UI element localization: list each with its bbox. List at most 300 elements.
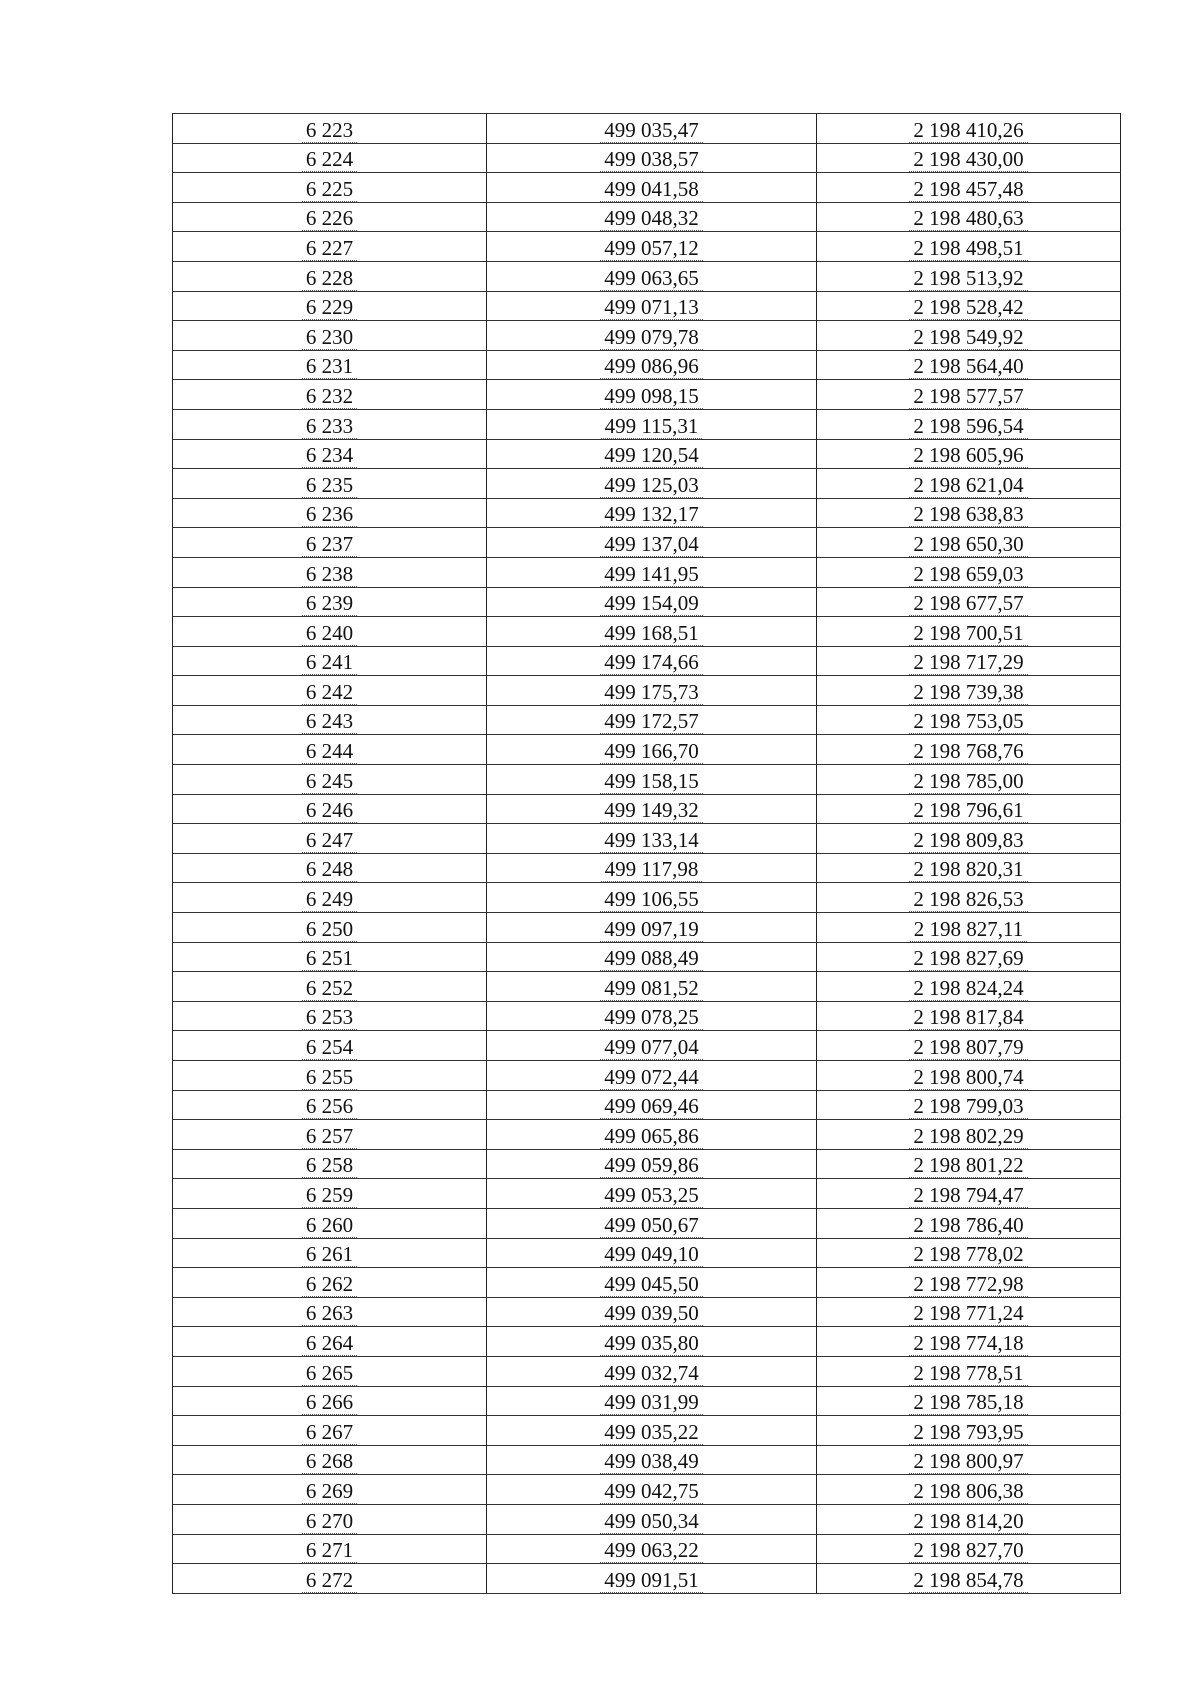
cell-text: 499 079,78 bbox=[600, 325, 703, 350]
table-row bbox=[173, 232, 1121, 262]
y-coordinate-cell bbox=[817, 1001, 1121, 1031]
x-coordinate-cell bbox=[487, 1327, 817, 1357]
table-row bbox=[173, 439, 1121, 469]
y-coordinate-cell bbox=[817, 1179, 1121, 1209]
table-row bbox=[173, 202, 1121, 232]
x-coordinate-cell bbox=[487, 1504, 817, 1534]
y-coordinate-cell bbox=[817, 883, 1121, 913]
y-coordinate-cell bbox=[817, 1356, 1121, 1386]
x-coordinate-cell bbox=[487, 232, 817, 262]
x-coordinate-cell bbox=[487, 646, 817, 676]
table-row bbox=[173, 1534, 1121, 1564]
cell-text: 499 071,13 bbox=[600, 295, 703, 320]
cell-text: 2 198 785,00 bbox=[909, 769, 1027, 794]
cell-text: 6 252 bbox=[302, 976, 357, 1001]
y-coordinate-cell bbox=[817, 1149, 1121, 1179]
y-coordinate-cell bbox=[817, 1061, 1121, 1091]
table-row bbox=[173, 1564, 1121, 1594]
x-coordinate-cell bbox=[487, 1564, 817, 1594]
point-number-cell bbox=[173, 439, 487, 469]
cell-text: 2 198 528,42 bbox=[909, 295, 1027, 320]
table-row bbox=[173, 380, 1121, 410]
cell-text: 6 240 bbox=[302, 621, 357, 646]
cell-text: 499 149,32 bbox=[600, 798, 703, 823]
coordinate-table bbox=[172, 113, 1121, 1594]
cell-text: 6 261 bbox=[302, 1242, 357, 1267]
table-row bbox=[173, 883, 1121, 913]
point-number-cell bbox=[173, 1504, 487, 1534]
cell-text: 2 198 677,57 bbox=[909, 591, 1027, 616]
cell-text: 6 224 bbox=[302, 147, 357, 172]
table-row bbox=[173, 676, 1121, 706]
cell-text: 499 038,49 bbox=[600, 1449, 703, 1474]
table-row bbox=[173, 1356, 1121, 1386]
cell-text: 2 198 793,95 bbox=[909, 1420, 1027, 1445]
point-number-cell bbox=[173, 1445, 487, 1475]
cell-text: 2 198 807,79 bbox=[909, 1035, 1027, 1060]
cell-text: 2 198 430,00 bbox=[909, 147, 1027, 172]
x-coordinate-cell bbox=[487, 321, 817, 351]
y-coordinate-cell bbox=[817, 439, 1121, 469]
y-coordinate-cell bbox=[817, 173, 1121, 203]
cell-text: 6 231 bbox=[302, 354, 357, 379]
y-coordinate-cell bbox=[817, 1208, 1121, 1238]
cell-text: 2 198 778,51 bbox=[909, 1361, 1027, 1386]
cell-text: 499 158,15 bbox=[600, 769, 703, 794]
cell-text: 6 246 bbox=[302, 798, 357, 823]
point-number-cell bbox=[173, 1534, 487, 1564]
cell-text: 6 269 bbox=[302, 1479, 357, 1504]
y-coordinate-cell bbox=[817, 942, 1121, 972]
cell-text: 2 198 801,22 bbox=[909, 1153, 1027, 1178]
x-coordinate-cell bbox=[487, 261, 817, 291]
cell-text: 6 250 bbox=[302, 917, 357, 942]
y-coordinate-cell bbox=[817, 1445, 1121, 1475]
point-number-cell bbox=[173, 1416, 487, 1446]
x-coordinate-cell bbox=[487, 114, 817, 144]
cell-text: 499 041,58 bbox=[600, 177, 703, 202]
point-number-cell bbox=[173, 913, 487, 943]
x-coordinate-cell bbox=[487, 587, 817, 617]
cell-text: 2 198 824,24 bbox=[909, 976, 1027, 1001]
x-coordinate-cell bbox=[487, 972, 817, 1002]
y-coordinate-cell bbox=[817, 587, 1121, 617]
table-row bbox=[173, 824, 1121, 854]
cell-text: 6 270 bbox=[302, 1509, 357, 1534]
cell-text: 499 154,09 bbox=[600, 591, 703, 616]
table-row bbox=[173, 321, 1121, 351]
point-number-cell bbox=[173, 321, 487, 351]
cell-text: 2 198 827,11 bbox=[910, 917, 1027, 942]
x-coordinate-cell bbox=[487, 794, 817, 824]
cell-text: 2 198 605,96 bbox=[909, 443, 1027, 468]
cell-text: 6 265 bbox=[302, 1361, 357, 1386]
table-row bbox=[173, 1445, 1121, 1475]
cell-text: 6 239 bbox=[302, 591, 357, 616]
cell-text: 6 234 bbox=[302, 443, 357, 468]
cell-text: 6 241 bbox=[302, 650, 357, 675]
cell-text: 6 228 bbox=[302, 266, 357, 291]
cell-text: 499 086,96 bbox=[600, 354, 703, 379]
cell-text: 2 198 786,40 bbox=[909, 1213, 1027, 1238]
x-coordinate-cell bbox=[487, 557, 817, 587]
cell-text: 499 097,19 bbox=[600, 917, 703, 942]
x-coordinate-cell bbox=[487, 1534, 817, 1564]
table-row bbox=[173, 261, 1121, 291]
table-row bbox=[173, 409, 1121, 439]
cell-text: 499 088,49 bbox=[600, 946, 703, 971]
point-number-cell bbox=[173, 232, 487, 262]
y-coordinate-cell bbox=[817, 824, 1121, 854]
table-row bbox=[173, 1238, 1121, 1268]
cell-text: 6 244 bbox=[302, 739, 357, 764]
cell-text: 6 262 bbox=[302, 1272, 357, 1297]
y-coordinate-cell bbox=[817, 528, 1121, 558]
y-coordinate-cell bbox=[817, 291, 1121, 321]
point-number-cell bbox=[173, 676, 487, 706]
point-number-cell bbox=[173, 883, 487, 913]
cell-text: 6 258 bbox=[302, 1153, 357, 1178]
cell-text: 6 230 bbox=[302, 325, 357, 350]
cell-text: 499 057,12 bbox=[600, 236, 703, 261]
cell-text: 499 072,44 bbox=[600, 1065, 703, 1090]
x-coordinate-cell bbox=[487, 1445, 817, 1475]
point-number-cell bbox=[173, 1120, 487, 1150]
table-row bbox=[173, 1327, 1121, 1357]
cell-text: 2 198 794,47 bbox=[909, 1183, 1027, 1208]
point-number-cell bbox=[173, 1238, 487, 1268]
table-row bbox=[173, 143, 1121, 173]
cell-text: 2 198 410,26 bbox=[909, 118, 1027, 143]
cell-text: 6 238 bbox=[302, 562, 357, 587]
coordinate-table-body bbox=[173, 114, 1121, 1594]
cell-text: 6 268 bbox=[302, 1449, 357, 1474]
cell-text: 2 198 772,98 bbox=[909, 1272, 1027, 1297]
table-row bbox=[173, 1120, 1121, 1150]
cell-text: 499 117,98 bbox=[601, 857, 703, 882]
cell-text: 2 198 457,48 bbox=[909, 177, 1027, 202]
cell-text: 499 115,31 bbox=[601, 414, 703, 439]
table-row bbox=[173, 1297, 1121, 1327]
cell-text: 499 063,65 bbox=[600, 266, 703, 291]
point-number-cell bbox=[173, 1327, 487, 1357]
cell-text: 499 125,03 bbox=[600, 473, 703, 498]
point-number-cell bbox=[173, 114, 487, 144]
table-row bbox=[173, 853, 1121, 883]
cell-text: 499 106,55 bbox=[600, 887, 703, 912]
point-number-cell bbox=[173, 1208, 487, 1238]
y-coordinate-cell bbox=[817, 232, 1121, 262]
cell-text: 6 226 bbox=[302, 206, 357, 231]
cell-text: 6 236 bbox=[302, 502, 357, 527]
x-coordinate-cell bbox=[487, 1090, 817, 1120]
point-number-cell bbox=[173, 824, 487, 854]
cell-text: 499 035,47 bbox=[600, 118, 703, 143]
x-coordinate-cell bbox=[487, 705, 817, 735]
y-coordinate-cell bbox=[817, 202, 1121, 232]
cell-text: 2 198 650,30 bbox=[909, 532, 1027, 557]
y-coordinate-cell bbox=[817, 1120, 1121, 1150]
table-row bbox=[173, 1179, 1121, 1209]
y-coordinate-cell bbox=[817, 646, 1121, 676]
y-coordinate-cell bbox=[817, 1090, 1121, 1120]
cell-text: 2 198 778,02 bbox=[909, 1242, 1027, 1267]
table-row bbox=[173, 350, 1121, 380]
cell-text: 499 077,04 bbox=[600, 1035, 703, 1060]
table-row bbox=[173, 1031, 1121, 1061]
cell-text: 2 198 596,54 bbox=[909, 414, 1027, 439]
x-coordinate-cell bbox=[487, 1001, 817, 1031]
y-coordinate-cell bbox=[817, 1268, 1121, 1298]
point-number-cell bbox=[173, 1061, 487, 1091]
y-coordinate-cell bbox=[817, 794, 1121, 824]
cell-text: 2 198 774,18 bbox=[909, 1331, 1027, 1356]
cell-text: 2 198 796,61 bbox=[909, 798, 1027, 823]
cell-text: 499 059,86 bbox=[600, 1153, 703, 1178]
x-coordinate-cell bbox=[487, 1416, 817, 1446]
point-number-cell bbox=[173, 143, 487, 173]
point-number-cell bbox=[173, 350, 487, 380]
y-coordinate-cell bbox=[817, 913, 1121, 943]
y-coordinate-cell bbox=[817, 617, 1121, 647]
cell-text: 2 198 498,51 bbox=[909, 236, 1027, 261]
y-coordinate-cell bbox=[817, 735, 1121, 765]
table-row bbox=[173, 646, 1121, 676]
cell-text: 6 242 bbox=[302, 680, 357, 705]
y-coordinate-cell bbox=[817, 1031, 1121, 1061]
cell-text: 499 069,46 bbox=[600, 1094, 703, 1119]
point-number-cell bbox=[173, 735, 487, 765]
point-number-cell bbox=[173, 1356, 487, 1386]
cell-text: 6 229 bbox=[302, 295, 357, 320]
point-number-cell bbox=[173, 1386, 487, 1416]
cell-text: 499 063,22 bbox=[600, 1538, 703, 1563]
cell-text: 499 078,25 bbox=[600, 1005, 703, 1030]
table-row bbox=[173, 173, 1121, 203]
y-coordinate-cell bbox=[817, 143, 1121, 173]
cell-text: 6 232 bbox=[302, 384, 357, 409]
cell-text: 499 141,95 bbox=[600, 562, 703, 587]
x-coordinate-cell bbox=[487, 350, 817, 380]
point-number-cell bbox=[173, 1475, 487, 1505]
point-number-cell bbox=[173, 1001, 487, 1031]
cell-text: 6 272 bbox=[302, 1568, 357, 1593]
table-row bbox=[173, 557, 1121, 587]
table-row bbox=[173, 528, 1121, 558]
cell-text: 2 198 800,97 bbox=[909, 1449, 1027, 1474]
point-number-cell bbox=[173, 1090, 487, 1120]
cell-text: 2 198 799,03 bbox=[909, 1094, 1027, 1119]
x-coordinate-cell bbox=[487, 942, 817, 972]
x-coordinate-cell bbox=[487, 409, 817, 439]
point-number-cell bbox=[173, 794, 487, 824]
cell-text: 499 049,10 bbox=[600, 1242, 703, 1267]
x-coordinate-cell bbox=[487, 1149, 817, 1179]
table-row bbox=[173, 705, 1121, 735]
cell-text: 6 256 bbox=[302, 1094, 357, 1119]
cell-text: 6 257 bbox=[302, 1124, 357, 1149]
x-coordinate-cell bbox=[487, 469, 817, 499]
cell-text: 6 245 bbox=[302, 769, 357, 794]
point-number-cell bbox=[173, 705, 487, 735]
cell-text: 499 120,54 bbox=[600, 443, 703, 468]
point-number-cell bbox=[173, 1268, 487, 1298]
y-coordinate-cell bbox=[817, 972, 1121, 1002]
x-coordinate-cell bbox=[487, 676, 817, 706]
cell-text: 2 198 827,69 bbox=[909, 946, 1027, 971]
table-row bbox=[173, 765, 1121, 795]
point-number-cell bbox=[173, 1297, 487, 1327]
cell-text: 2 198 700,51 bbox=[909, 621, 1027, 646]
point-number-cell bbox=[173, 409, 487, 439]
y-coordinate-cell bbox=[817, 1534, 1121, 1564]
table-row bbox=[173, 735, 1121, 765]
x-coordinate-cell bbox=[487, 1179, 817, 1209]
table-row bbox=[173, 114, 1121, 144]
cell-text: 499 042,75 bbox=[600, 1479, 703, 1504]
y-coordinate-cell bbox=[817, 380, 1121, 410]
point-number-cell bbox=[173, 1149, 487, 1179]
cell-text: 499 050,67 bbox=[600, 1213, 703, 1238]
x-coordinate-cell bbox=[487, 202, 817, 232]
cell-text: 2 198 771,24 bbox=[909, 1301, 1027, 1326]
cell-text: 499 039,50 bbox=[600, 1301, 703, 1326]
x-coordinate-cell bbox=[487, 528, 817, 558]
point-number-cell bbox=[173, 528, 487, 558]
cell-text: 6 266 bbox=[302, 1390, 357, 1415]
cell-text: 499 137,04 bbox=[600, 532, 703, 557]
cell-text: 2 198 802,29 bbox=[909, 1124, 1027, 1149]
cell-text: 2 198 800,74 bbox=[909, 1065, 1027, 1090]
cell-text: 499 081,52 bbox=[600, 976, 703, 1001]
point-number-cell bbox=[173, 469, 487, 499]
cell-text: 2 198 513,92 bbox=[909, 266, 1027, 291]
cell-text: 6 251 bbox=[302, 946, 357, 971]
table-row bbox=[173, 587, 1121, 617]
x-coordinate-cell bbox=[487, 765, 817, 795]
table-row bbox=[173, 1386, 1121, 1416]
y-coordinate-cell bbox=[817, 705, 1121, 735]
cell-text: 499 035,22 bbox=[600, 1420, 703, 1445]
table-row bbox=[173, 1001, 1121, 1031]
y-coordinate-cell bbox=[817, 261, 1121, 291]
table-row bbox=[173, 1268, 1121, 1298]
x-coordinate-cell bbox=[487, 824, 817, 854]
x-coordinate-cell bbox=[487, 883, 817, 913]
cell-text: 2 198 621,04 bbox=[909, 473, 1027, 498]
cell-text: 2 198 577,57 bbox=[909, 384, 1027, 409]
cell-text: 2 198 854,78 bbox=[909, 1568, 1027, 1593]
cell-text: 499 098,15 bbox=[600, 384, 703, 409]
cell-text: 2 198 549,92 bbox=[909, 325, 1027, 350]
cell-text: 6 253 bbox=[302, 1005, 357, 1030]
cell-text: 6 243 bbox=[302, 709, 357, 734]
cell-text: 499 174,66 bbox=[600, 650, 703, 675]
point-number-cell bbox=[173, 853, 487, 883]
cell-text: 2 198 739,38 bbox=[909, 680, 1027, 705]
point-number-cell bbox=[173, 202, 487, 232]
point-number-cell bbox=[173, 1179, 487, 1209]
y-coordinate-cell bbox=[817, 1327, 1121, 1357]
cell-text: 6 233 bbox=[302, 414, 357, 439]
x-coordinate-cell bbox=[487, 617, 817, 647]
cell-text: 499 172,57 bbox=[600, 709, 703, 734]
cell-text: 6 264 bbox=[302, 1331, 357, 1356]
table-row bbox=[173, 1416, 1121, 1446]
cell-text: 2 198 817,84 bbox=[909, 1005, 1027, 1030]
cell-text: 499 175,73 bbox=[600, 680, 703, 705]
cell-text: 6 255 bbox=[302, 1065, 357, 1090]
point-number-cell bbox=[173, 291, 487, 321]
y-coordinate-cell bbox=[817, 1504, 1121, 1534]
x-coordinate-cell bbox=[487, 143, 817, 173]
cell-text: 6 248 bbox=[302, 857, 357, 882]
x-coordinate-cell bbox=[487, 1386, 817, 1416]
table-row bbox=[173, 498, 1121, 528]
cell-text: 2 198 826,53 bbox=[909, 887, 1027, 912]
y-coordinate-cell bbox=[817, 498, 1121, 528]
cell-text: 6 227 bbox=[302, 236, 357, 261]
y-coordinate-cell bbox=[817, 1386, 1121, 1416]
x-coordinate-cell bbox=[487, 1120, 817, 1150]
cell-text: 499 132,17 bbox=[600, 502, 703, 527]
cell-text: 2 198 814,20 bbox=[909, 1509, 1027, 1534]
point-number-cell bbox=[173, 765, 487, 795]
x-coordinate-cell bbox=[487, 735, 817, 765]
y-coordinate-cell bbox=[817, 676, 1121, 706]
x-coordinate-cell bbox=[487, 291, 817, 321]
cell-text: 6 263 bbox=[302, 1301, 357, 1326]
x-coordinate-cell bbox=[487, 1061, 817, 1091]
table-row bbox=[173, 1504, 1121, 1534]
cell-text: 2 198 564,40 bbox=[909, 354, 1027, 379]
table-row bbox=[173, 1090, 1121, 1120]
cell-text: 2 198 717,29 bbox=[909, 650, 1027, 675]
point-number-cell bbox=[173, 261, 487, 291]
x-coordinate-cell bbox=[487, 1031, 817, 1061]
cell-text: 2 198 768,76 bbox=[909, 739, 1027, 764]
x-coordinate-cell bbox=[487, 853, 817, 883]
cell-text: 6 223 bbox=[302, 118, 357, 143]
cell-text: 6 237 bbox=[302, 532, 357, 557]
cell-text: 6 271 bbox=[302, 1538, 357, 1563]
cell-text: 6 260 bbox=[302, 1213, 357, 1238]
x-coordinate-cell bbox=[487, 498, 817, 528]
cell-text: 2 198 820,31 bbox=[909, 857, 1027, 882]
table-row bbox=[173, 1061, 1121, 1091]
point-number-cell bbox=[173, 972, 487, 1002]
table-row bbox=[173, 972, 1121, 1002]
cell-text: 6 249 bbox=[302, 887, 357, 912]
y-coordinate-cell bbox=[817, 765, 1121, 795]
point-number-cell bbox=[173, 380, 487, 410]
cell-text: 499 045,50 bbox=[600, 1272, 703, 1297]
y-coordinate-cell bbox=[817, 321, 1121, 351]
x-coordinate-cell bbox=[487, 1268, 817, 1298]
y-coordinate-cell bbox=[817, 1475, 1121, 1505]
table-row bbox=[173, 617, 1121, 647]
cell-text: 499 038,57 bbox=[600, 147, 703, 172]
point-number-cell bbox=[173, 557, 487, 587]
cell-text: 2 198 806,38 bbox=[909, 1479, 1027, 1504]
point-number-cell bbox=[173, 173, 487, 203]
cell-text: 499 035,80 bbox=[600, 1331, 703, 1356]
table-row bbox=[173, 794, 1121, 824]
cell-text: 6 247 bbox=[302, 828, 357, 853]
x-coordinate-cell bbox=[487, 1297, 817, 1327]
cell-text: 499 133,14 bbox=[600, 828, 703, 853]
cell-text: 499 166,70 bbox=[600, 739, 703, 764]
